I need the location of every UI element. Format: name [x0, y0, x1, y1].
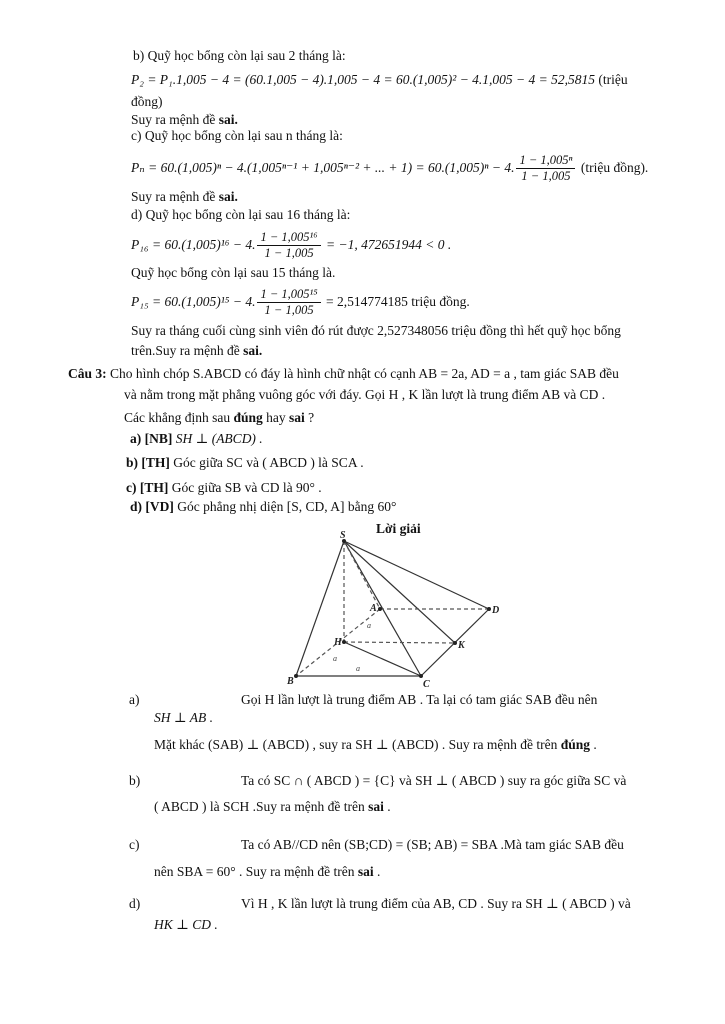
p15-left: P₁₅ = 60.(1,005)¹⁵ − 4.	[131, 294, 256, 309]
label-H: H	[334, 637, 342, 648]
part-b-formula-text: P₂ = P₁.1,005 − 4 = (60.1,005 − 4).1,005 − 4 = 60.(1,005)² − 4.1,005 − 4 = 52,5815	[131, 72, 596, 87]
answer-text: Mặt khác (SAB) ⊥ (ABCD) , suy ra SH ⊥ (ABCD) . Suy ra mệnh đề trên	[154, 737, 558, 752]
fraction-numerator: 1 − 1,005¹⁵	[257, 287, 320, 303]
conclusion-word: sai.	[218, 112, 238, 127]
label-a-top: a	[367, 621, 371, 630]
part-c-unit: (triệu đồng).	[580, 160, 649, 175]
answer-d-line1: Vì H , K lần lượt là trung điểm của AB, CD . Suy ra SH ⊥ ( ABCD ) và	[241, 896, 631, 911]
answer-c-label: c)	[129, 837, 140, 852]
conclusion-prefix: trên.Suy ra mệnh đề	[131, 343, 240, 358]
label-K: K	[458, 640, 465, 651]
line3-bold-correct: đúng	[233, 410, 263, 425]
label-a-bottom: a	[356, 664, 360, 673]
answer-text: ( ABCD ) là SCH .Suy ra mệnh đề trên	[154, 799, 365, 814]
statement-text: Góc phẳng nhị diện [S, CD, A] bằng 60°	[177, 499, 397, 514]
fraction-denominator: 1 − 1,005	[264, 246, 314, 261]
p16-right: = −1, 472651944 < 0 .	[326, 237, 452, 252]
answer-b-line2	[154, 798, 391, 816]
line3-suffix: ?	[308, 410, 315, 425]
part-b-unit-cont: đồng)	[131, 94, 163, 109]
answer-a-line3	[154, 736, 597, 754]
answer-a-line2: SH ⊥ AB .	[154, 710, 213, 725]
part-d-line15: Quỹ học bổng còn lại sau 15 tháng là.	[131, 265, 336, 280]
question-text: Cho hình chóp S.ABCD có đáy là hình chữ nhật có cạnh AB = 2a, AD = a , tam giác SAB đều	[110, 366, 619, 381]
edge-SK	[344, 541, 455, 643]
edge-SD	[344, 541, 489, 609]
part-c-title: c) Quỹ học bổng còn lại sau n tháng là:	[131, 128, 343, 143]
part-d-title: d) Quỹ học bổng còn lại sau 16 tháng là:	[131, 207, 351, 222]
answer-a-label: a)	[129, 692, 140, 707]
line3-bold-wrong: sai	[289, 410, 305, 425]
fraction-denominator: 1 − 1,005	[521, 169, 571, 184]
conclusion-prefix: Suy ra mệnh đề	[131, 189, 216, 204]
part-d-final-1: Suy ra tháng cuối cùng sinh viên đó rút được 2,527348056 triệu đồng thì hết quỹ học bổng	[131, 323, 621, 338]
line3-prefix: Các khẳng định sau	[124, 410, 231, 425]
answer-c-line2	[154, 863, 380, 881]
answer-verdict: sai	[357, 864, 374, 879]
edge-HK	[344, 642, 455, 643]
conclusion-word: sai.	[218, 189, 238, 204]
answer-b-label: b)	[129, 773, 141, 788]
statement-tag: c) [TH]	[126, 480, 169, 495]
part-b-unit: (triệu	[598, 72, 628, 87]
question-3-line2: và nằm trong mặt phẳng vuông góc với đáy. Gọi H , K lần lượt là trung điểm AB và CD .	[124, 387, 606, 402]
answer-verdict: sai	[368, 799, 384, 814]
label-C: C	[423, 679, 430, 690]
line3-mid: hay	[266, 410, 286, 425]
statement-tag: a) [NB]	[130, 431, 173, 446]
fraction-denominator: 1 − 1,005	[264, 303, 314, 318]
conclusion-word: sai.	[243, 343, 263, 358]
statement-tag: b) [TH]	[126, 455, 170, 470]
answer-suffix: .	[377, 864, 381, 879]
question-label: Câu 3:	[68, 366, 107, 381]
answer-suffix: .	[593, 737, 597, 752]
p15-right: = 2,514774185 triệu đồng.	[326, 294, 470, 309]
answer-text: nên SBA = 60° . Suy ra mệnh đề trên	[154, 864, 355, 879]
answer-verdict: đúng	[560, 737, 590, 752]
answer-suffix: .	[387, 799, 391, 814]
answer-d-label: d)	[129, 896, 141, 911]
answer-a-line1: Gọi H lần lượt là trung điểm AB . Ta lại có tam giác SAB đều nên	[241, 692, 598, 707]
answer-b-line1: Ta có SC ∩ ( ABCD ) = {C} và SH ⊥ ( ABCD ) suy ra góc giữa SC và	[241, 773, 627, 788]
conclusion-prefix: Suy ra mệnh đề	[131, 112, 216, 127]
statement-text: Góc giữa SC và ( ABCD ) là SCA .	[173, 455, 364, 470]
part-b-title: b) Quỹ học bổng còn lại sau 2 tháng là:	[133, 48, 346, 63]
fraction-numerator: 1 − 1,005ⁿ	[516, 153, 575, 169]
fraction-numerator: 1 − 1,005¹⁶	[257, 230, 320, 246]
statement-text: Góc giữa SB và CD là 90° .	[171, 480, 322, 495]
label-a-side: a	[333, 654, 337, 663]
solution-title: Lời giải	[376, 521, 421, 536]
p16-left: P₁₆ = 60.(1,005)¹⁶ − 4.	[131, 237, 256, 252]
answer-d-line2: HK ⊥ CD .	[154, 917, 218, 932]
label-S: S	[340, 530, 346, 541]
label-A: A	[370, 603, 377, 614]
label-D: D	[492, 605, 500, 616]
statement-text: SH ⊥ (ABCD) .	[175, 431, 263, 446]
statement-tag: d) [VD]	[130, 499, 174, 514]
part-c-formula-text: Pₙ = 60.(1,005)ⁿ − 4.(1,005ⁿ⁻¹ + 1,005ⁿ⁻² + ... + 1) = 60.(1,005)ⁿ − 4.	[131, 160, 515, 175]
label-B: B	[287, 676, 294, 687]
answer-c-line1: Ta có AB//CD nên (SB;CD) = (SB; AB) = SBA .Mà tam giác SAB đều	[241, 837, 624, 852]
